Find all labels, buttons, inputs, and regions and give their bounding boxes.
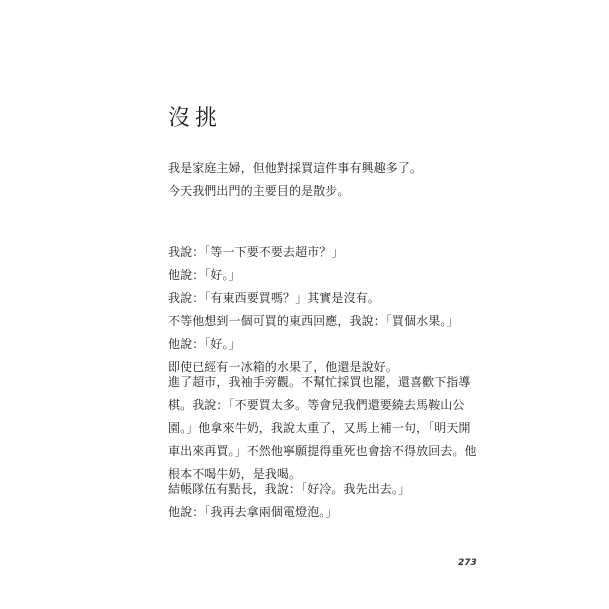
text-line: 我是家庭主婦，但他對採買這件事有興趣多了。: [168, 161, 423, 175]
text-line: 棋。我說：「不要買太多。等會兒我們還要繞去馬鞍山公: [168, 398, 465, 412]
text-line: 即使已經有一冰箱的水果了，他還是說好。: [168, 360, 398, 374]
paragraph-1: [168, 157, 468, 203]
text-line: 根本不喝牛奶，是我喝。: [168, 467, 302, 481]
text-line: 我說：「有東西要買嗎？」其實是沒有。: [168, 291, 380, 305]
text-line: 結帳隊伍有點長，我說：「好冷。我先出去。」: [168, 482, 411, 496]
paragraph-4: [168, 478, 468, 524]
text-line: 他說：「好。」: [168, 337, 241, 351]
text-line: 不等他想到一個可買的東西回應，我說：「買個水果。」: [168, 314, 459, 328]
text-line: 今天我們出門的主要目的是散步。: [168, 184, 350, 198]
chapter-title: 沒挑: [168, 105, 223, 131]
text-line: 進了超市，我袖手旁觀。不幫忙採買也罷，還喜歡下指導: [168, 375, 471, 389]
text-line: 我說：「等一下要不要去超市？」: [168, 245, 344, 259]
paragraph-2: [168, 241, 468, 379]
page-number: 273: [458, 558, 477, 568]
text-line: 他說：「我再去拿兩個電燈泡。」: [168, 505, 338, 519]
paragraph-3: [168, 371, 477, 486]
text-line: 他說：「好。」: [168, 268, 241, 282]
text-line: 園。」他拿來牛奶，我說太重了，又馬上補一句，「明天開: [168, 421, 471, 435]
text-line: 車出來再買。」不然他寧願提得重死也會捨不得放回去。他: [168, 444, 477, 458]
